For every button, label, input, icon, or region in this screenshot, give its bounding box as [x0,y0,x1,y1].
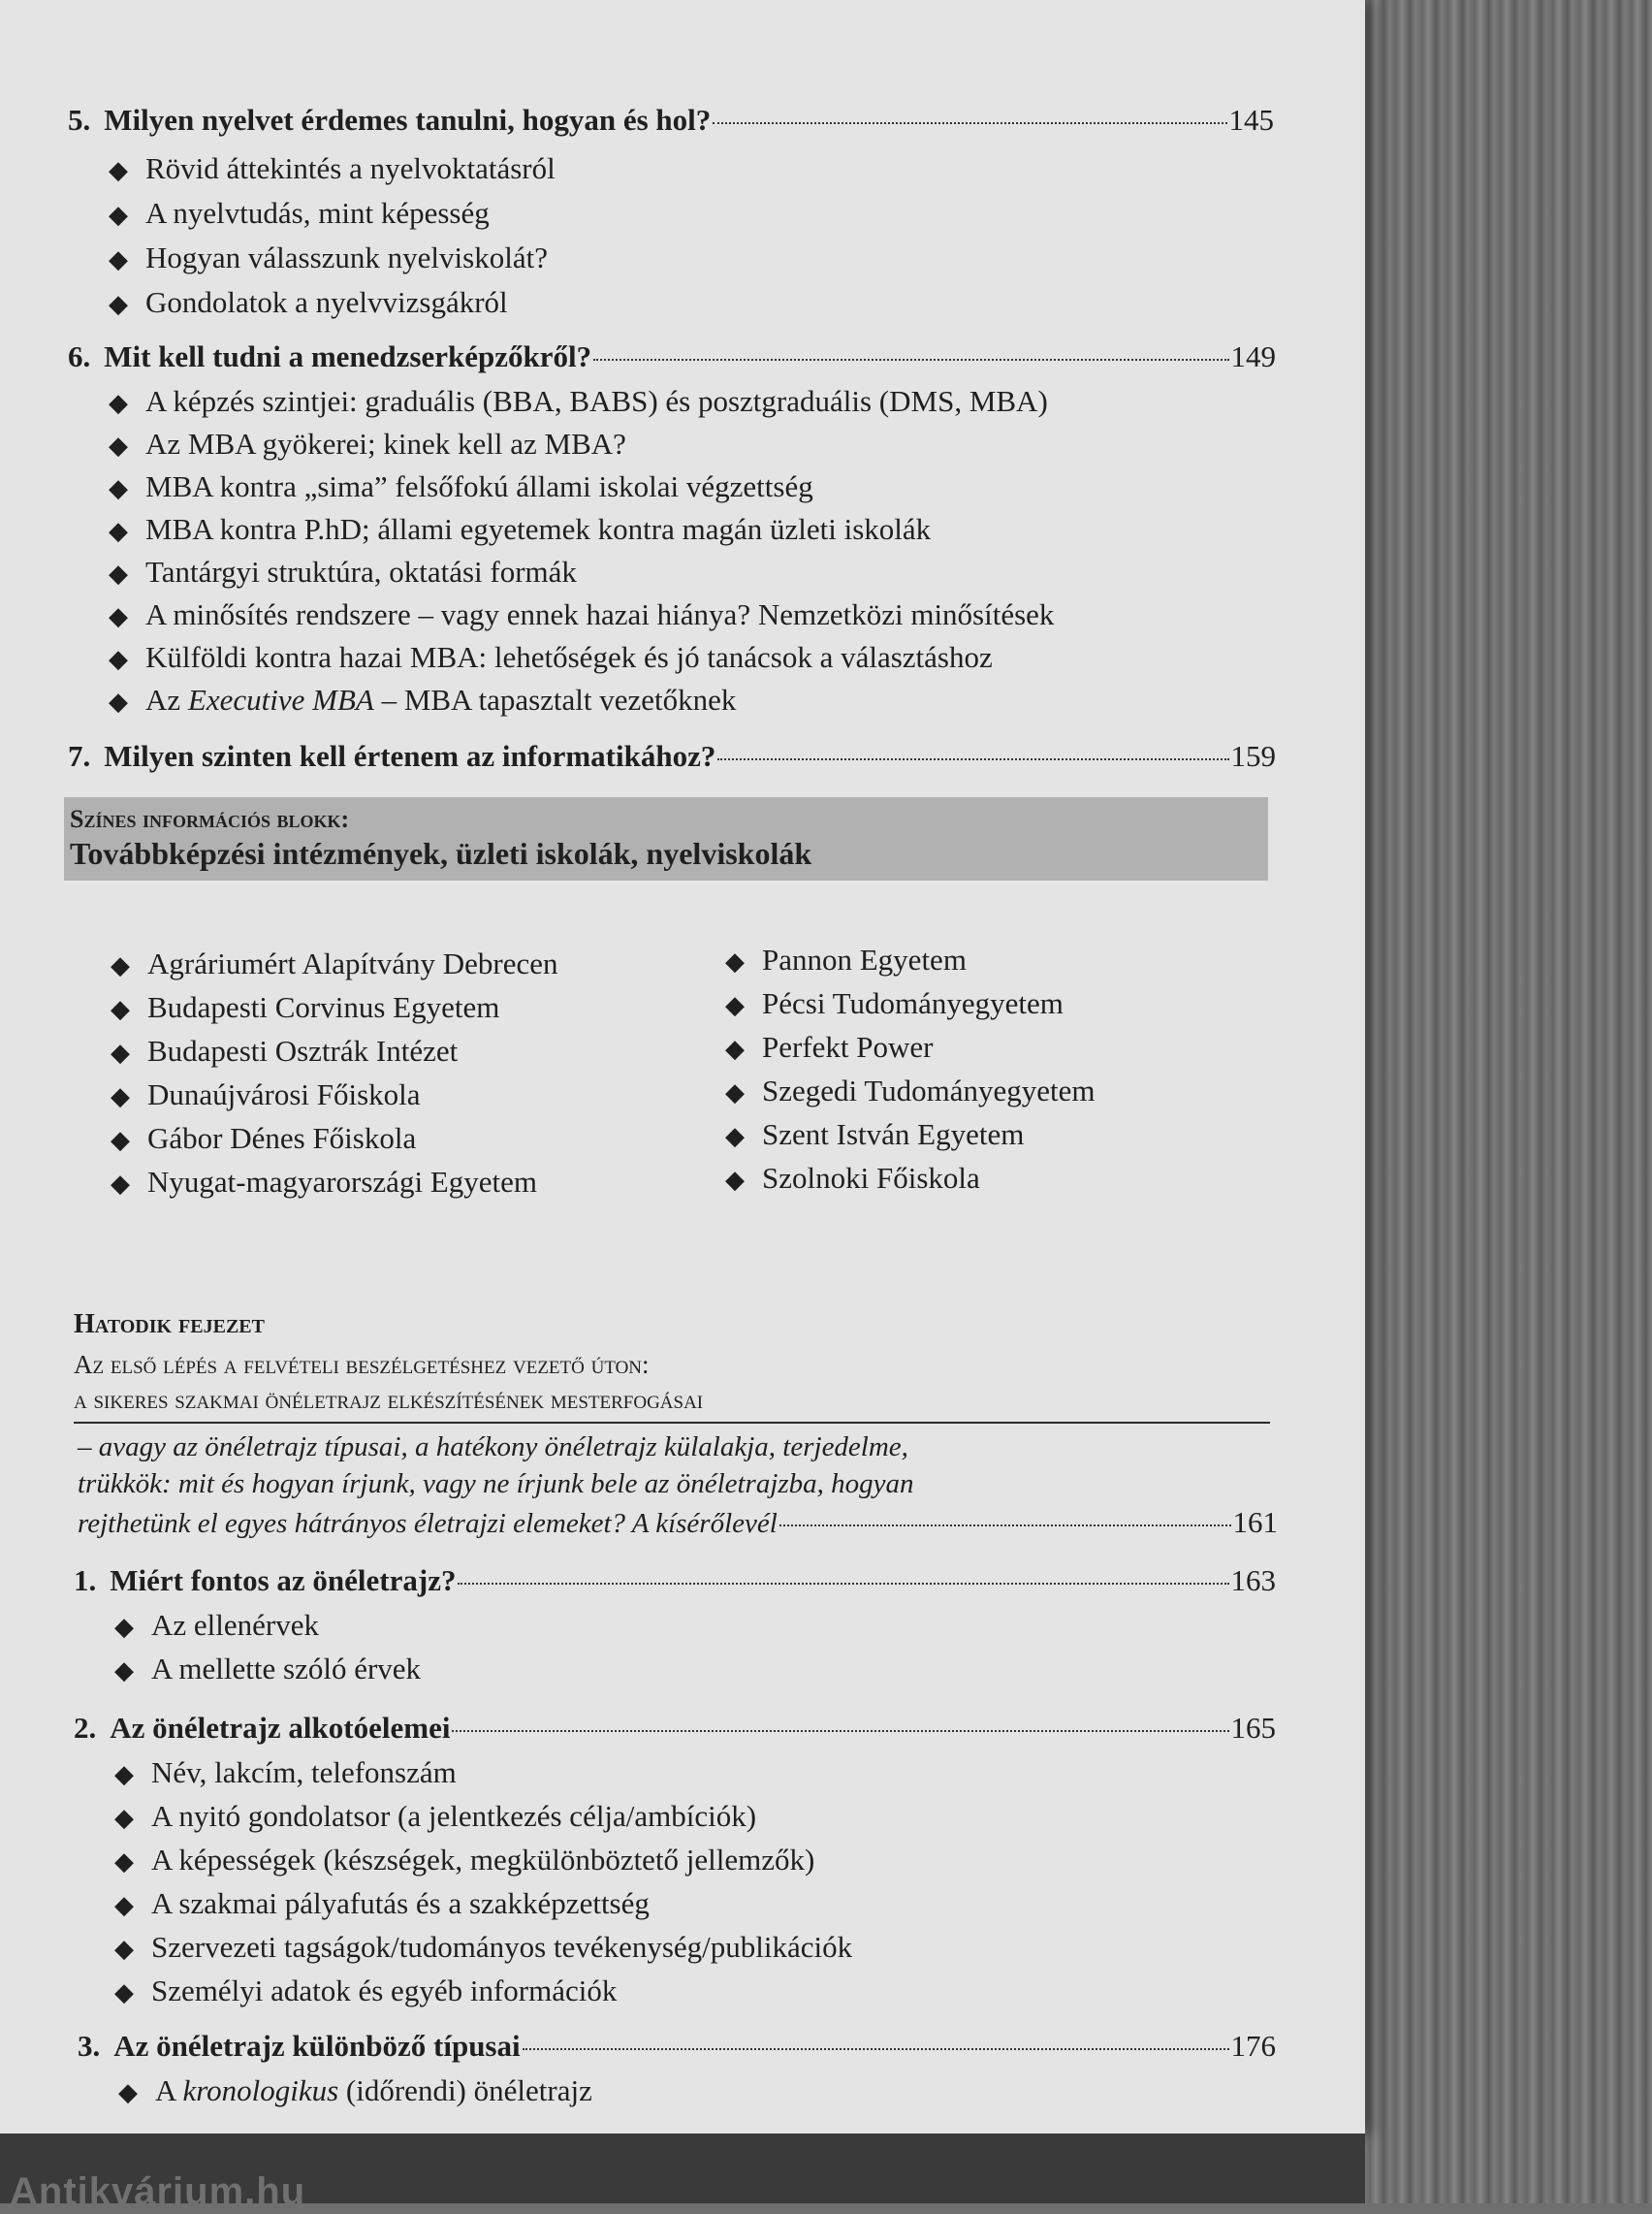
diamond-bullet-icon: ◆ [114,1935,134,1963]
diamond-bullet-icon: ◆ [725,1078,745,1107]
entry-number: 5. [68,103,91,137]
list-item: ◆ Budapesti Osztrák Intézet [111,1034,458,1071]
diamond-bullet-icon: ◆ [725,947,745,976]
entry-number: 7. [68,739,91,773]
list-item: ◆ MBA kontra P.hD; állami egyetemek kontra magán üzleti iskolák [109,512,931,549]
entry-page: 165 [1230,1711,1276,1745]
dot-leader [458,1583,1228,1585]
diamond-bullet-icon: ◆ [114,1891,134,1919]
list-item: ◆ Az MBA gyökerei; kinek kell az MBA? [109,427,626,464]
chapter-description-line-3: rejthetünk el egyes hátrányos életrajzi elemeket? A kísérőlevél [78,1508,778,1539]
entry-page: 145 [1228,103,1274,137]
entry-page: 176 [1230,2029,1276,2063]
entry-title: Miért fontos az önéletrajz? [110,1563,457,1597]
list-item: ◆ Szegedi Tudományegyetem [725,1074,1096,1110]
chapter-rule [74,1422,1270,1424]
list-item: ◆ Az ellenérvek [114,1608,319,1645]
diamond-bullet-icon: ◆ [111,1039,130,1067]
diamond-bullet-icon: ◆ [111,1170,130,1198]
list-item: ◆ Szent István Egyetem [725,1117,1024,1154]
toc-entry-2[interactable] [74,1711,1276,1746]
entry-title: Az önéletrajz különböző típusai [113,2029,521,2063]
watermark: Antikvárium.hu [10,2170,306,2213]
entry-page: 159 [1230,739,1276,773]
chapter-description-entry[interactable] [78,1505,1278,1541]
list-item: ◆ Szolnoki Főiskola [725,1161,980,1198]
list-item: ◆ A mellette szóló érvek [114,1652,421,1688]
entry-title: Milyen szinten kell értenem az informatikához? [104,739,716,773]
entry-title: Az önéletrajz alkotóelemei [110,1711,451,1745]
list-item: ◆ Budapesti Corvinus Egyetem [111,990,499,1027]
diamond-bullet-icon: ◆ [109,432,128,460]
entry-page: 149 [1230,339,1276,373]
toc-entry-5[interactable] [68,103,1274,138]
dot-leader [779,1524,1231,1526]
entry-number: 2. [74,1711,97,1745]
chapter-title-line-2: a sikeres szakmai önéletrajz elkészítésének mesterfogásai [74,1385,704,1414]
entry-number: 6. [68,339,91,373]
diamond-bullet-icon: ◆ [114,1656,134,1685]
list-item: ◆ A minősítés rendszere – vagy ennek hazai hiánya? Nemzetközi minősítések [109,597,1054,634]
diamond-bullet-icon: ◆ [109,517,128,545]
info-block-title: Továbbképzési intézmények, üzleti iskolák, nyelviskolák [70,836,812,871]
list-item: ◆ Perfekt Power [725,1030,933,1067]
entry-number: 3. [78,2029,101,2063]
list-item: ◆ Nyugat-magyarországi Egyetem [111,1165,537,1202]
diamond-bullet-icon: ◆ [725,1122,745,1150]
diamond-bullet-icon: ◆ [109,245,128,273]
list-item: ◆ Külföldi kontra hazai MBA: lehetőségek és jó tanácsok a választáshoz [109,640,993,677]
diamond-bullet-icon: ◆ [109,201,128,229]
diamond-bullet-icon: ◆ [118,2078,138,2106]
diamond-bullet-icon: ◆ [725,991,745,1019]
chapter-description-line-2: trükkök: mit és hogyan írjunk, vagy ne írjunk bele az önéletrajzba, hogyan [78,1468,914,1499]
diamond-bullet-icon: ◆ [111,1082,130,1110]
entry-title: Milyen nyelvet érdemes tanulni, hogyan és hol? [104,103,712,137]
diamond-bullet-icon: ◆ [109,474,128,502]
dot-leader [523,2048,1229,2050]
diamond-bullet-icon: ◆ [114,1613,134,1641]
list-item: ◆ MBA kontra „sima” felsőfokú állami iskolai végzettség [109,469,813,506]
list-item: ◆ Az Executive MBA – MBA tapasztalt vezetőknek [109,683,736,720]
list-item: ◆ Pannon Egyetem [725,943,967,979]
list-item: ◆ Személyi adatok és egyéb információk [114,1973,617,2010]
list-item: ◆ Gábor Dénes Főiskola [111,1121,416,1158]
diamond-bullet-icon: ◆ [114,1804,134,1832]
list-item: ◆ Szervezeti tagságok/tudományos tevékenység/publikációk [114,1930,852,1967]
list-item: ◆ A kronologikus (időrendi) önéletrajz [118,2073,592,2110]
list-item: ◆ A nyelvtudás, mint képesség [109,196,490,233]
list-item: ◆ Tantárgyi struktúra, oktatási formák [109,555,577,592]
list-item: ◆ A képzés szintjei: graduális (BBA, BABS) és posztgraduális (DMS, MBA) [109,384,1048,421]
list-item: ◆ Agráriumért Alapítvány Debrecen [111,947,558,983]
diamond-bullet-icon: ◆ [114,1847,134,1876]
diamond-bullet-icon: ◆ [109,290,128,318]
list-item: ◆ Pécsi Tudományegyetem [725,986,1064,1023]
toc-entry-3[interactable] [78,2029,1276,2064]
list-item: ◆ A szakmai pályafutás és a szakképzettség [114,1886,650,1923]
entry-page: 163 [1230,1563,1276,1597]
diamond-bullet-icon: ◆ [111,951,130,979]
dot-leader [717,758,1228,760]
diamond-bullet-icon: ◆ [109,688,128,716]
list-item: ◆ A nyitó gondolatsor (a jelentkezés célja/ambíciók) [114,1799,756,1836]
diamond-bullet-icon: ◆ [109,560,128,588]
diamond-bullet-icon: ◆ [114,1978,134,2006]
chapter-description-line-1: – avagy az önéletrajz típusai, a hatékony önéletrajz külalakja, terjedelme, [78,1431,908,1462]
diamond-bullet-icon: ◆ [109,602,128,630]
chapter-title-line-1: Az első lépés a felvételi beszélgetéshez vezető úton: [74,1350,650,1379]
list-item: ◆ Gondolatok a nyelvvizsgákról [109,285,508,322]
toc-entry-7[interactable] [68,739,1276,774]
dot-leader [713,122,1226,124]
background-right [1357,0,1652,2203]
chapter-label: Hatodik fejezet [74,1309,265,1339]
diamond-bullet-icon: ◆ [109,389,128,417]
dot-leader [452,1730,1228,1732]
diamond-bullet-icon: ◆ [111,995,130,1023]
list-item: ◆ Név, lakcím, telefonszám [114,1755,457,1792]
list-item: ◆ Dunaújvárosi Főiskola [111,1077,421,1114]
diamond-bullet-icon: ◆ [109,645,128,673]
list-item: ◆ Rövid áttekintés a nyelvoktatásról [109,151,556,188]
entry-title: Mit kell tudni a menedzserképzőkről? [104,339,592,373]
toc-entry-6[interactable] [68,339,1276,374]
diamond-bullet-icon: ◆ [111,1126,130,1154]
entry-page: 161 [1232,1505,1278,1539]
diamond-bullet-icon: ◆ [109,156,128,184]
list-item: ◆ Hogyan válasszunk nyelviskolát? [109,241,548,277]
toc-entry-1[interactable] [74,1563,1276,1598]
diamond-bullet-icon: ◆ [725,1035,745,1063]
entry-number: 1. [74,1563,97,1597]
dot-leader [593,359,1228,361]
info-block-label: Színes információs blokk: [70,805,350,833]
diamond-bullet-icon: ◆ [114,1760,134,1788]
list-item: ◆ A képességek (készségek, megkülönböztető jellemzők) [114,1843,814,1879]
diamond-bullet-icon: ◆ [725,1166,745,1194]
